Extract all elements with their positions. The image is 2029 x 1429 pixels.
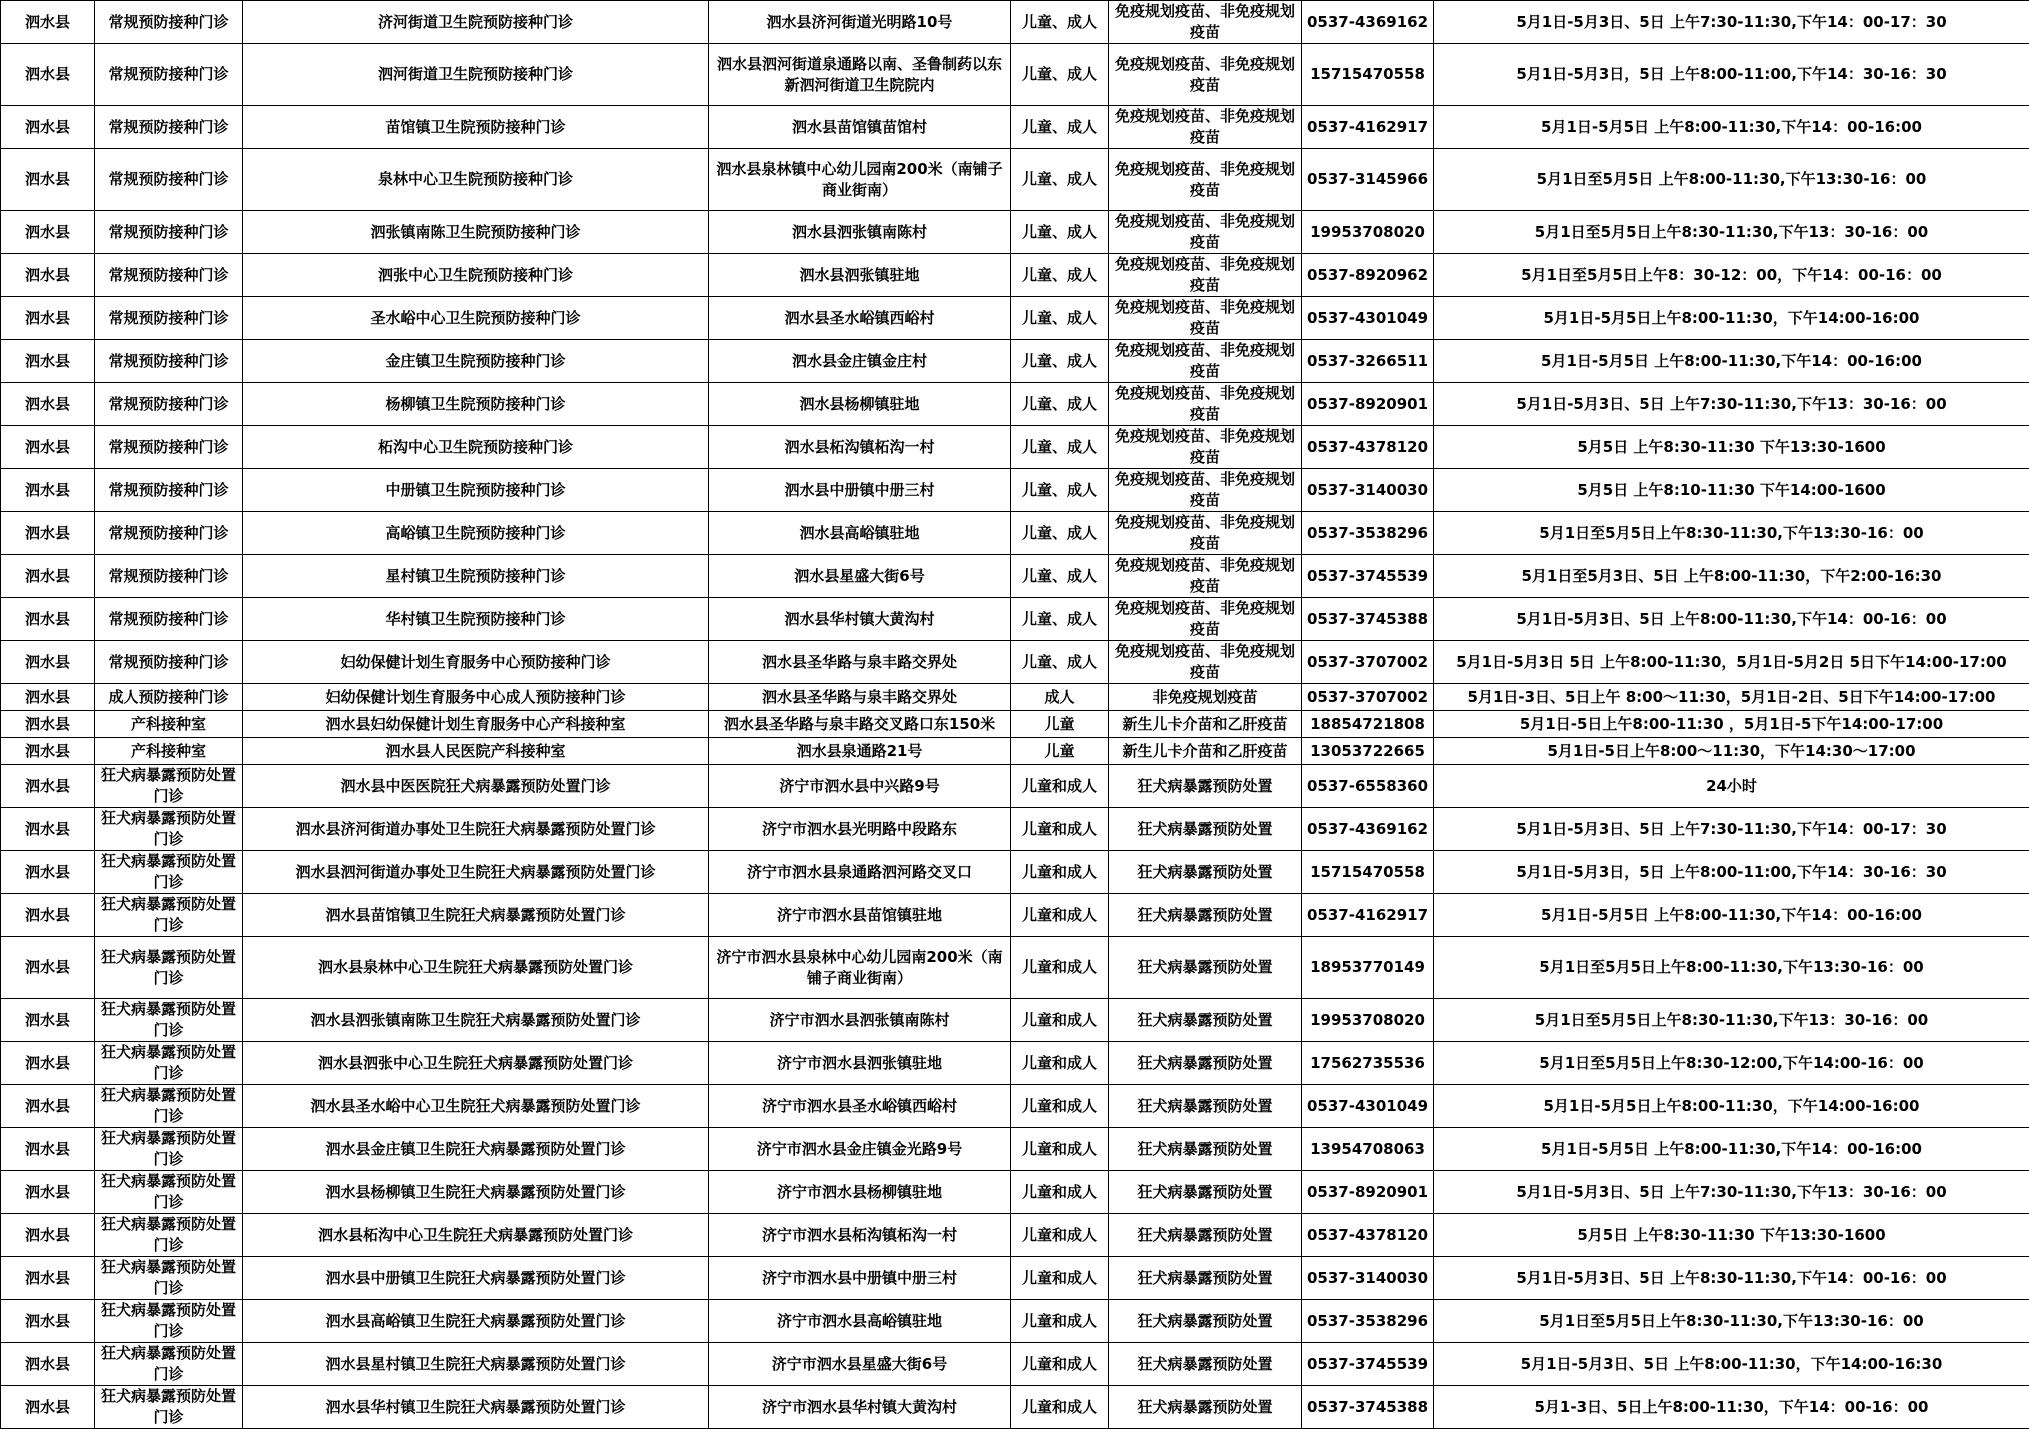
address-cell: 济宁市泗水县金庄镇金光路9号 <box>709 1128 1011 1171</box>
category-cell: 常规预防接种门诊 <box>95 383 243 426</box>
category-cell: 常规预防接种门诊 <box>95 426 243 469</box>
address-cell: 济宁市泗水县中兴路9号 <box>709 765 1011 808</box>
clinic-name-cell: 圣水峪中心卫生院预防接种门诊 <box>243 297 709 340</box>
hours-cell: 5月1日至5月5日 上午8:00-11:30,下午13:30-16：00 <box>1434 149 2029 211</box>
vaccine-type-cell: 狂犬病暴露预防处置 <box>1109 1128 1302 1171</box>
vaccine-type-cell: 免疫规划疫苗、非免疫规划疫苗 <box>1109 211 1302 254</box>
table-row <box>1 383 2029 426</box>
address-cell: 济宁市泗水县苗馆镇驻地 <box>709 894 1011 937</box>
vaccine-type-cell: 免疫规划疫苗、非免疫规划疫苗 <box>1109 44 1302 106</box>
address-cell: 泗水县苗馆镇苗馆村 <box>709 106 1011 149</box>
category-cell: 成人预防接种门诊 <box>95 684 243 711</box>
phone-cell: 0537-4369162 <box>1302 808 1434 851</box>
hours-cell: 5月1日-5月3日、5日 上午7:30-11:30,下午14：00-17：30 <box>1434 1 2029 44</box>
hours-cell: 5月1日至5月5日上午8:30-11:30,下午13:30-16：00 <box>1434 512 2029 555</box>
county-cell: 泗水县 <box>1 44 95 106</box>
vaccine-type-cell: 免疫规划疫苗、非免疫规划疫苗 <box>1109 555 1302 598</box>
phone-cell: 18953770149 <box>1302 937 1434 999</box>
category-cell: 狂犬病暴露预防处置门诊 <box>95 1386 243 1429</box>
vaccine-type-cell: 狂犬病暴露预防处置 <box>1109 1257 1302 1300</box>
address-cell: 济宁市泗水县高峪镇驻地 <box>709 1300 1011 1343</box>
category-cell: 产科接种室 <box>95 711 243 738</box>
category-cell: 常规预防接种门诊 <box>95 211 243 254</box>
county-cell: 泗水县 <box>1 1343 95 1386</box>
category-cell: 常规预防接种门诊 <box>95 297 243 340</box>
hours-cell: 5月1日至5月5日上午8:30-11:30,下午13:30-16：00 <box>1434 1300 2029 1343</box>
table-row <box>1 598 2029 641</box>
target-group-cell: 儿童、成人 <box>1011 44 1109 106</box>
vaccine-type-cell: 狂犬病暴露预防处置 <box>1109 808 1302 851</box>
vaccine-type-cell: 新生儿卡介苗和乙肝疫苗 <box>1109 711 1302 738</box>
vaccine-type-cell: 免疫规划疫苗、非免疫规划疫苗 <box>1109 512 1302 555</box>
category-cell: 常规预防接种门诊 <box>95 469 243 512</box>
clinic-name-cell: 星村镇卫生院预防接种门诊 <box>243 555 709 598</box>
address-cell: 泗水县济河街道光明路10号 <box>709 1 1011 44</box>
table-row <box>1 937 2029 999</box>
table-row <box>1 1257 2029 1300</box>
address-cell: 济宁市泗水县华村镇大黄沟村 <box>709 1386 1011 1429</box>
hours-cell: 5月1日-5日上午8:00～11:30，下午14:30～17:00 <box>1434 738 2029 765</box>
county-cell: 泗水县 <box>1 937 95 999</box>
table-row <box>1 1171 2029 1214</box>
phone-cell: 18854721808 <box>1302 711 1434 738</box>
hours-cell: 5月1日-5日上午8:00-11:30 ，5月1日-5下午14:00-17:00 <box>1434 711 2029 738</box>
hours-cell: 5月1日至5月5日上午8:30-11:30,下午13：30-16：00 <box>1434 999 2029 1042</box>
phone-cell: 0537-4378120 <box>1302 1214 1434 1257</box>
phone-cell: 0537-3266511 <box>1302 340 1434 383</box>
clinic-name-cell: 泗水县圣水峪中心卫生院狂犬病暴露预防处置门诊 <box>243 1085 709 1128</box>
clinic-name-cell: 苗馆镇卫生院预防接种门诊 <box>243 106 709 149</box>
county-cell: 泗水县 <box>1 555 95 598</box>
clinic-name-cell: 泗水县金庄镇卫生院狂犬病暴露预防处置门诊 <box>243 1128 709 1171</box>
phone-cell: 0537-3538296 <box>1302 1300 1434 1343</box>
county-cell: 泗水县 <box>1 765 95 808</box>
category-cell: 狂犬病暴露预防处置门诊 <box>95 1042 243 1085</box>
phone-cell: 0537-8920901 <box>1302 383 1434 426</box>
table-row <box>1 340 2029 383</box>
county-cell: 泗水县 <box>1 1171 95 1214</box>
clinic-name-cell: 柘沟中心卫生院预防接种门诊 <box>243 426 709 469</box>
category-cell: 常规预防接种门诊 <box>95 106 243 149</box>
target-group-cell: 儿童 <box>1011 738 1109 765</box>
phone-cell: 13954708063 <box>1302 1128 1434 1171</box>
vaccine-type-cell: 免疫规划疫苗、非免疫规划疫苗 <box>1109 297 1302 340</box>
address-cell: 泗水县华村镇大黄沟村 <box>709 598 1011 641</box>
county-cell: 泗水县 <box>1 1300 95 1343</box>
phone-cell: 0537-8920901 <box>1302 1171 1434 1214</box>
target-group-cell: 儿童、成人 <box>1011 254 1109 297</box>
clinic-name-cell: 泗水县人民医院产科接种室 <box>243 738 709 765</box>
target-group-cell: 儿童和成人 <box>1011 1085 1109 1128</box>
phone-cell: 0537-3745539 <box>1302 555 1434 598</box>
phone-cell: 0537-3707002 <box>1302 641 1434 684</box>
category-cell: 常规预防接种门诊 <box>95 340 243 383</box>
vaccine-type-cell: 狂犬病暴露预防处置 <box>1109 999 1302 1042</box>
table-body <box>1 1 2029 1429</box>
clinic-name-cell: 济河街道卫生院预防接种门诊 <box>243 1 709 44</box>
hours-cell: 5月1日-5月3日 5日 上午8:00-11:30，5月1日-5月2日 5日下午14:00-17:00 <box>1434 641 2029 684</box>
hours-cell: 5月1日-5月5日上午8:00-11:30，下午14:00-16:00 <box>1434 297 2029 340</box>
vaccine-type-cell: 狂犬病暴露预防处置 <box>1109 894 1302 937</box>
hours-cell: 5月5日 上午8:30-11:30 下午13:30-1600 <box>1434 426 2029 469</box>
hours-cell: 5月1日至5月5日上午8:30-12:00,下午14:00-16：00 <box>1434 1042 2029 1085</box>
target-group-cell: 儿童、成人 <box>1011 340 1109 383</box>
address-cell: 济宁市泗水县泉通路泗河路交叉口 <box>709 851 1011 894</box>
table-row <box>1 426 2029 469</box>
target-group-cell: 儿童、成人 <box>1011 297 1109 340</box>
clinic-name-cell: 高峪镇卫生院预防接种门诊 <box>243 512 709 555</box>
clinic-name-cell: 泗水县妇幼保健计划生育服务中心产科接种室 <box>243 711 709 738</box>
clinic-name-cell: 泗水县济河街道办事处卫生院狂犬病暴露预防处置门诊 <box>243 808 709 851</box>
hours-cell: 5月1-3日、5日上午8:00-11:30，下午14：00-16：00 <box>1434 1386 2029 1429</box>
address-cell: 泗水县柘沟镇柘沟一村 <box>709 426 1011 469</box>
county-cell: 泗水县 <box>1 297 95 340</box>
address-cell: 泗水县泗张镇驻地 <box>709 254 1011 297</box>
category-cell: 常规预防接种门诊 <box>95 598 243 641</box>
table-row <box>1 738 2029 765</box>
phone-cell: 0537-3707002 <box>1302 684 1434 711</box>
target-group-cell: 儿童和成人 <box>1011 851 1109 894</box>
address-cell: 济宁市泗水县星盛大街6号 <box>709 1343 1011 1386</box>
address-cell: 泗水县泉林镇中心幼儿园南200米（南铺子商业街南） <box>709 149 1011 211</box>
vaccine-type-cell: 免疫规划疫苗、非免疫规划疫苗 <box>1109 426 1302 469</box>
vaccine-type-cell: 免疫规划疫苗、非免疫规划疫苗 <box>1109 469 1302 512</box>
phone-cell: 0537-4378120 <box>1302 426 1434 469</box>
county-cell: 泗水县 <box>1 711 95 738</box>
clinic-name-cell: 泗水县泗张镇南陈卫生院狂犬病暴露预防处置门诊 <box>243 999 709 1042</box>
hours-cell: 5月5日 上午8:30-11:30 下午13:30-1600 <box>1434 1214 2029 1257</box>
clinic-name-cell: 泗水县华村镇卫生院狂犬病暴露预防处置门诊 <box>243 1386 709 1429</box>
hours-cell: 5月1日-5月3日、5日 上午8:00-11:30，下午14:00-16:30 <box>1434 1343 2029 1386</box>
phone-cell: 0537-3538296 <box>1302 512 1434 555</box>
table-row <box>1 765 2029 808</box>
vaccine-type-cell: 免疫规划疫苗、非免疫规划疫苗 <box>1109 340 1302 383</box>
hours-cell: 5月1日至5月5日上午8：30-12：00，下午14：00-16：00 <box>1434 254 2029 297</box>
clinic-name-cell: 泗张中心卫生院预防接种门诊 <box>243 254 709 297</box>
hours-cell: 5月1日-5月5日 上午8:00-11:30,下午14：00-16:00 <box>1434 106 2029 149</box>
target-group-cell: 儿童、成人 <box>1011 211 1109 254</box>
category-cell: 狂犬病暴露预防处置门诊 <box>95 808 243 851</box>
phone-cell: 0537-4369162 <box>1302 1 1434 44</box>
vaccine-type-cell: 免疫规划疫苗、非免疫规划疫苗 <box>1109 106 1302 149</box>
table-row <box>1 999 2029 1042</box>
address-cell: 济宁市泗水县泉林中心幼儿园南200米（南铺子商业街南） <box>709 937 1011 999</box>
category-cell: 狂犬病暴露预防处置门诊 <box>95 1343 243 1386</box>
phone-cell: 0537-3140030 <box>1302 1257 1434 1300</box>
hours-cell: 5月1日-5月3日、5日 上午8:00-11:30,下午14：00-16：00 <box>1434 598 2029 641</box>
vaccine-type-cell: 狂犬病暴露预防处置 <box>1109 937 1302 999</box>
vaccine-type-cell: 狂犬病暴露预防处置 <box>1109 765 1302 808</box>
target-group-cell: 儿童和成人 <box>1011 765 1109 808</box>
target-group-cell: 儿童、成人 <box>1011 555 1109 598</box>
hours-cell: 5月1日-5月5日 上午8:00-11:30,下午14：00-16:00 <box>1434 1128 2029 1171</box>
vaccine-type-cell: 狂犬病暴露预防处置 <box>1109 1343 1302 1386</box>
vaccine-type-cell: 狂犬病暴露预防处置 <box>1109 1214 1302 1257</box>
address-cell: 济宁市泗水县光明路中段路东 <box>709 808 1011 851</box>
category-cell: 狂犬病暴露预防处置门诊 <box>95 1300 243 1343</box>
county-cell: 泗水县 <box>1 211 95 254</box>
vaccine-type-cell: 免疫规划疫苗、非免疫规划疫苗 <box>1109 1 1302 44</box>
target-group-cell: 儿童、成人 <box>1011 598 1109 641</box>
target-group-cell: 儿童和成人 <box>1011 1171 1109 1214</box>
category-cell: 狂犬病暴露预防处置门诊 <box>95 894 243 937</box>
phone-cell: 0537-4301049 <box>1302 1085 1434 1128</box>
vaccine-type-cell: 新生儿卡介苗和乙肝疫苗 <box>1109 738 1302 765</box>
phone-cell: 19953708020 <box>1302 211 1434 254</box>
address-cell: 济宁市泗水县圣水峪镇西峪村 <box>709 1085 1011 1128</box>
table-row <box>1 297 2029 340</box>
phone-cell: 15715470558 <box>1302 851 1434 894</box>
hours-cell: 5月1日-5月3日、5日 上午7:30-11:30,下午13：30-16：00 <box>1434 383 2029 426</box>
hours-cell: 5月1日-5月5日上午8:00-11:30，下午14:00-16:00 <box>1434 1085 2029 1128</box>
table-row <box>1 469 2029 512</box>
address-cell: 泗水县泗河街道泉通路以南、圣鲁制药以东 新泗河街道卫生院院内 <box>709 44 1011 106</box>
county-cell: 泗水县 <box>1 684 95 711</box>
table-row <box>1 149 2029 211</box>
address-cell: 泗水县星盛大街6号 <box>709 555 1011 598</box>
address-cell: 济宁市泗水县泗张镇南陈村 <box>709 999 1011 1042</box>
category-cell: 狂犬病暴露预防处置门诊 <box>95 1171 243 1214</box>
vaccine-type-cell: 狂犬病暴露预防处置 <box>1109 1085 1302 1128</box>
county-cell: 泗水县 <box>1 851 95 894</box>
county-cell: 泗水县 <box>1 1257 95 1300</box>
target-group-cell: 儿童、成人 <box>1011 106 1109 149</box>
county-cell: 泗水县 <box>1 641 95 684</box>
clinic-name-cell: 泗水县中医医院狂犬病暴露预防处置门诊 <box>243 765 709 808</box>
address-cell: 济宁市泗水县中册镇中册三村 <box>709 1257 1011 1300</box>
county-cell: 泗水县 <box>1 106 95 149</box>
vaccine-type-cell: 免疫规划疫苗、非免疫规划疫苗 <box>1109 383 1302 426</box>
table-row <box>1 1300 2029 1343</box>
clinic-name-cell: 泗水县高峪镇卫生院狂犬病暴露预防处置门诊 <box>243 1300 709 1343</box>
category-cell: 常规预防接种门诊 <box>95 1 243 44</box>
address-cell: 泗水县圣华路与泉丰路交叉路口东150米 <box>709 711 1011 738</box>
county-cell: 泗水县 <box>1 738 95 765</box>
address-cell: 泗水县圣华路与泉丰路交界处 <box>709 641 1011 684</box>
hours-cell: 5月1日-5月3日、5日 上午7:30-11:30,下午14：00-17：30 <box>1434 808 2029 851</box>
clinic-name-cell: 泗水县星村镇卫生院狂犬病暴露预防处置门诊 <box>243 1343 709 1386</box>
vaccine-type-cell: 免疫规划疫苗、非免疫规划疫苗 <box>1109 641 1302 684</box>
table-row <box>1 106 2029 149</box>
county-cell: 泗水县 <box>1 469 95 512</box>
hours-cell: 5月1日-3日、5日上午 8:00～11:30，5月1日-2日、5日下午14:00-17:00 <box>1434 684 2029 711</box>
phone-cell: 15715470558 <box>1302 44 1434 106</box>
address-cell: 泗水县泉通路21号 <box>709 738 1011 765</box>
county-cell: 泗水县 <box>1 598 95 641</box>
vaccine-type-cell: 狂犬病暴露预防处置 <box>1109 1171 1302 1214</box>
category-cell: 狂犬病暴露预防处置门诊 <box>95 937 243 999</box>
category-cell: 产科接种室 <box>95 738 243 765</box>
clinic-name-cell: 泗水县柘沟中心卫生院狂犬病暴露预防处置门诊 <box>243 1214 709 1257</box>
category-cell: 常规预防接种门诊 <box>95 641 243 684</box>
address-cell: 济宁市泗水县柘沟镇柘沟一村 <box>709 1214 1011 1257</box>
vaccine-type-cell: 免疫规划疫苗、非免疫规划疫苗 <box>1109 254 1302 297</box>
table-row <box>1 1085 2029 1128</box>
category-cell: 常规预防接种门诊 <box>95 512 243 555</box>
address-cell: 泗水县圣华路与泉丰路交界处 <box>709 684 1011 711</box>
target-group-cell: 儿童和成人 <box>1011 1300 1109 1343</box>
target-group-cell: 儿童、成人 <box>1011 641 1109 684</box>
hours-cell: 5月1日-5月5日 上午8:00-11:30,下午14：00-16:00 <box>1434 340 2029 383</box>
clinic-name-cell: 妇幼保健计划生育服务中心预防接种门诊 <box>243 641 709 684</box>
clinic-name-cell: 泗水县泗张中心卫生院狂犬病暴露预防处置门诊 <box>243 1042 709 1085</box>
target-group-cell: 儿童和成人 <box>1011 1042 1109 1085</box>
table-row <box>1 1214 2029 1257</box>
hours-cell: 5月5日 上午8:10-11:30 下午14:00-1600 <box>1434 469 2029 512</box>
county-cell: 泗水县 <box>1 149 95 211</box>
vaccine-type-cell: 狂犬病暴露预防处置 <box>1109 1300 1302 1343</box>
vaccine-type-cell: 狂犬病暴露预防处置 <box>1109 1386 1302 1429</box>
phone-cell: 0537-4162917 <box>1302 106 1434 149</box>
clinic-name-cell: 金庄镇卫生院预防接种门诊 <box>243 340 709 383</box>
address-cell: 泗水县金庄镇金庄村 <box>709 340 1011 383</box>
table-row <box>1 1128 2029 1171</box>
county-cell: 泗水县 <box>1 1214 95 1257</box>
category-cell: 狂犬病暴露预防处置门诊 <box>95 765 243 808</box>
vaccine-type-cell: 免疫规划疫苗、非免疫规划疫苗 <box>1109 598 1302 641</box>
clinic-name-cell: 杨柳镇卫生院预防接种门诊 <box>243 383 709 426</box>
phone-cell: 0537-4162917 <box>1302 894 1434 937</box>
phone-cell: 17562735536 <box>1302 1042 1434 1085</box>
category-cell: 常规预防接种门诊 <box>95 254 243 297</box>
target-group-cell: 儿童、成人 <box>1011 383 1109 426</box>
hours-cell: 5月1日-5月3日，5日 上午8:00-11:00,下午14：30-16：30 <box>1434 851 2029 894</box>
table-row <box>1 684 2029 711</box>
table-row <box>1 1042 2029 1085</box>
address-cell: 泗水县杨柳镇驻地 <box>709 383 1011 426</box>
county-cell: 泗水县 <box>1 1 95 44</box>
target-group-cell: 儿童、成人 <box>1011 149 1109 211</box>
vaccine-type-cell: 狂犬病暴露预防处置 <box>1109 851 1302 894</box>
county-cell: 泗水县 <box>1 999 95 1042</box>
phone-cell: 0537-3745388 <box>1302 598 1434 641</box>
hours-cell: 5月1日至5月5日上午8:00-11:30,下午13:30-16：00 <box>1434 937 2029 999</box>
phone-cell: 19953708020 <box>1302 999 1434 1042</box>
address-cell: 济宁市泗水县杨柳镇驻地 <box>709 1171 1011 1214</box>
county-cell: 泗水县 <box>1 808 95 851</box>
phone-cell: 0537-4301049 <box>1302 297 1434 340</box>
target-group-cell: 儿童和成人 <box>1011 1343 1109 1386</box>
vaccine-type-cell: 狂犬病暴露预防处置 <box>1109 1042 1302 1085</box>
table-row <box>1 711 2029 738</box>
county-cell: 泗水县 <box>1 1042 95 1085</box>
target-group-cell: 儿童和成人 <box>1011 999 1109 1042</box>
clinic-name-cell: 华村镇卫生院预防接种门诊 <box>243 598 709 641</box>
clinic-name-cell: 泗河街道卫生院预防接种门诊 <box>243 44 709 106</box>
target-group-cell: 儿童和成人 <box>1011 1214 1109 1257</box>
category-cell: 常规预防接种门诊 <box>95 555 243 598</box>
category-cell: 常规预防接种门诊 <box>95 44 243 106</box>
address-cell: 泗水县中册镇中册三村 <box>709 469 1011 512</box>
vaccine-type-cell: 免疫规划疫苗、非免疫规划疫苗 <box>1109 149 1302 211</box>
category-cell: 狂犬病暴露预防处置门诊 <box>95 1128 243 1171</box>
target-group-cell: 儿童、成人 <box>1011 512 1109 555</box>
table-row <box>1 44 2029 106</box>
category-cell: 狂犬病暴露预防处置门诊 <box>95 1257 243 1300</box>
clinic-name-cell: 泗水县苗馆镇卫生院狂犬病暴露预防处置门诊 <box>243 894 709 937</box>
address-cell: 泗水县高峪镇驻地 <box>709 512 1011 555</box>
county-cell: 泗水县 <box>1 1085 95 1128</box>
category-cell: 狂犬病暴露预防处置门诊 <box>95 1085 243 1128</box>
county-cell: 泗水县 <box>1 894 95 937</box>
clinic-name-cell: 泗张镇南陈卫生院预防接种门诊 <box>243 211 709 254</box>
category-cell: 狂犬病暴露预防处置门诊 <box>95 1214 243 1257</box>
table-row <box>1 555 2029 598</box>
county-cell: 泗水县 <box>1 1128 95 1171</box>
table-row <box>1 1386 2029 1429</box>
vaccine-type-cell: 非免疫规划疫苗 <box>1109 684 1302 711</box>
hours-cell: 5月1日-5月5日 上午8:00-11:30,下午14：00-16:00 <box>1434 894 2029 937</box>
phone-cell: 0537-8920962 <box>1302 254 1434 297</box>
target-group-cell: 儿童、成人 <box>1011 426 1109 469</box>
hours-cell: 5月1日-5月3日、5日 上午8:30-11:30,下午14：00-16：00 <box>1434 1257 2029 1300</box>
clinic-name-cell: 泗水县泉林中心卫生院狂犬病暴露预防处置门诊 <box>243 937 709 999</box>
phone-cell: 0537-3745539 <box>1302 1343 1434 1386</box>
county-cell: 泗水县 <box>1 512 95 555</box>
clinic-name-cell: 泗水县泗河街道办事处卫生院狂犬病暴露预防处置门诊 <box>243 851 709 894</box>
clinic-name-cell: 泉林中心卫生院预防接种门诊 <box>243 149 709 211</box>
target-group-cell: 成人 <box>1011 684 1109 711</box>
clinic-name-cell: 中册镇卫生院预防接种门诊 <box>243 469 709 512</box>
table-row <box>1 512 2029 555</box>
address-cell: 泗水县泗张镇南陈村 <box>709 211 1011 254</box>
hours-cell: 5月1日至5月3日、5日 上午8:00-11:30，下午2:00-16:30 <box>1434 555 2029 598</box>
phone-cell: 0537-3745388 <box>1302 1386 1434 1429</box>
hours-cell: 24小时 <box>1434 765 2029 808</box>
table-row <box>1 1 2029 44</box>
county-cell: 泗水县 <box>1 254 95 297</box>
table-row <box>1 254 2029 297</box>
address-cell: 济宁市泗水县泗张镇驻地 <box>709 1042 1011 1085</box>
table-row <box>1 211 2029 254</box>
hours-cell: 5月1日至5月5日上午8:30-11:30,下午13：30-16：00 <box>1434 211 2029 254</box>
target-group-cell: 儿童和成人 <box>1011 1128 1109 1171</box>
county-cell: 泗水县 <box>1 1386 95 1429</box>
county-cell: 泗水县 <box>1 340 95 383</box>
phone-cell: 13053722665 <box>1302 738 1434 765</box>
clinic-name-cell: 泗水县杨柳镇卫生院狂犬病暴露预防处置门诊 <box>243 1171 709 1214</box>
target-group-cell: 儿童和成人 <box>1011 1257 1109 1300</box>
target-group-cell: 儿童和成人 <box>1011 808 1109 851</box>
target-group-cell: 儿童和成人 <box>1011 894 1109 937</box>
clinic-name-cell: 妇幼保健计划生育服务中心成人预防接种门诊 <box>243 684 709 711</box>
hours-cell: 5月1日-5月3日，5日 上午8:00-11:00,下午14：30-16：30 <box>1434 44 2029 106</box>
category-cell: 狂犬病暴露预防处置门诊 <box>95 851 243 894</box>
target-group-cell: 儿童、成人 <box>1011 1 1109 44</box>
clinic-name-cell: 泗水县中册镇卫生院狂犬病暴露预防处置门诊 <box>243 1257 709 1300</box>
table-row <box>1 641 2029 684</box>
phone-cell: 0537-3140030 <box>1302 469 1434 512</box>
target-group-cell: 儿童、成人 <box>1011 469 1109 512</box>
phone-cell: 0537-6558360 <box>1302 765 1434 808</box>
table-row <box>1 808 2029 851</box>
table-row <box>1 1343 2029 1386</box>
county-cell: 泗水县 <box>1 383 95 426</box>
table-row <box>1 894 2029 937</box>
county-cell: 泗水县 <box>1 426 95 469</box>
address-cell: 泗水县圣水峪镇西峪村 <box>709 297 1011 340</box>
hours-cell: 5月1日-5月3日、5日 上午7:30-11:30,下午13：30-16：00 <box>1434 1171 2029 1214</box>
target-group-cell: 儿童 <box>1011 711 1109 738</box>
category-cell: 狂犬病暴露预防处置门诊 <box>95 999 243 1042</box>
target-group-cell: 儿童和成人 <box>1011 937 1109 999</box>
target-group-cell: 儿童和成人 <box>1011 1386 1109 1429</box>
phone-cell: 0537-3145966 <box>1302 149 1434 211</box>
table-row <box>1 851 2029 894</box>
category-cell: 常规预防接种门诊 <box>95 149 243 211</box>
